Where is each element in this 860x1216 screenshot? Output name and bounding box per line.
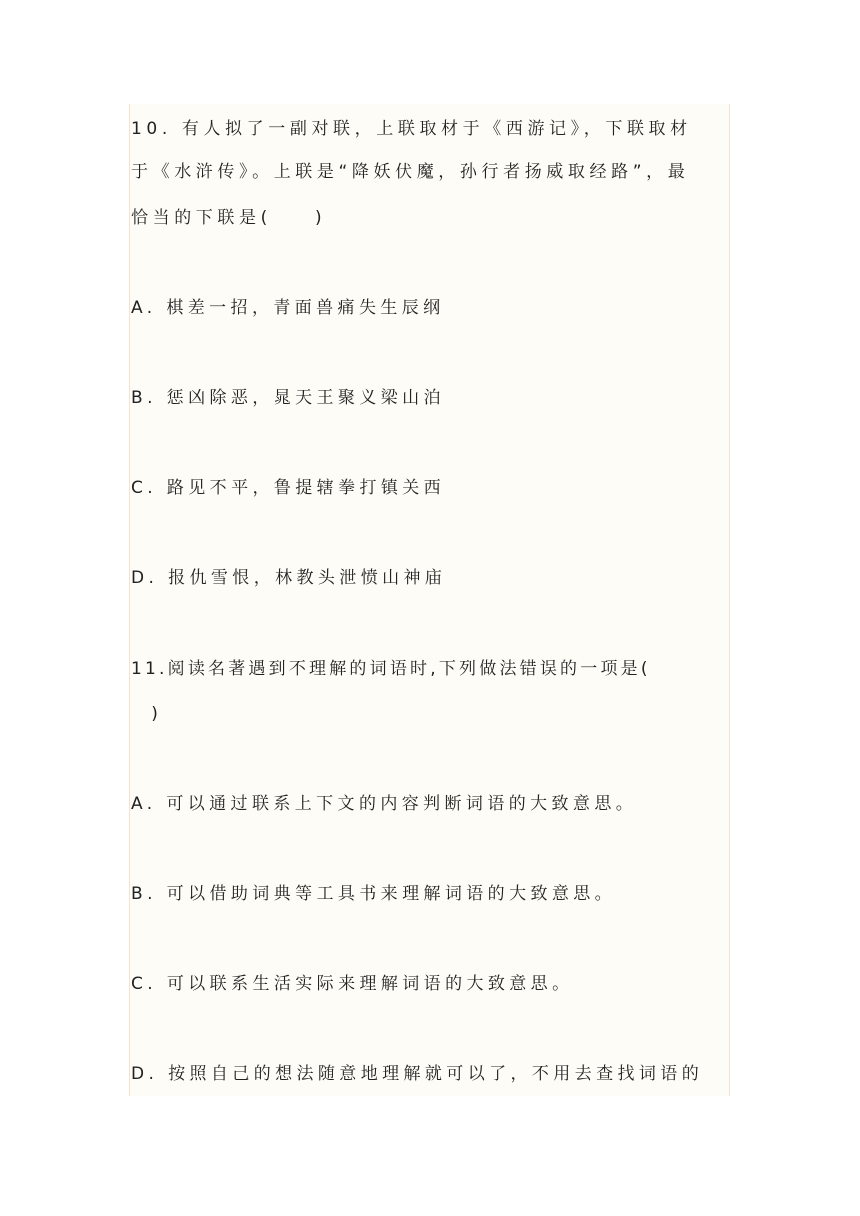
- question-10-stem-line-1: 10. 有人拟了一副对联，上联取材于《西游记》，下联取材: [131, 119, 692, 139]
- question-11-option-d: D. 按照自己的想法随意地理解就可以了，不用去查找词语的: [131, 1064, 704, 1084]
- question-11-stem-line-2: ): [131, 704, 162, 724]
- question-11-option-b: B. 可以借助词典等工具书来理解词语的大致意思。: [131, 884, 617, 904]
- question-10-option-d: D. 报仇雪恨，林教头泄愤山神庙: [131, 568, 447, 588]
- question-10-option-b: B. 惩凶除恶，晁天王聚义梁山泊: [131, 388, 445, 408]
- question-10-option-a: A. 棋差一招，青面兽痛失生辰纲: [131, 298, 445, 318]
- question-11-option-a: A. 可以通过联系上下文的内容判断词语的大致意思。: [131, 794, 638, 814]
- question-11-option-c: C. 可以联系生活实际来理解词语的大致意思。: [131, 974, 574, 994]
- question-10-stem-line-2: 于《水浒传》。上联是“降妖伏魔，孙行者扬威取经路”，最: [131, 162, 690, 182]
- question-11-stem-line-1: 11.阅读名著遇到不理解的词语时,下列做法错误的一项是(: [131, 659, 651, 679]
- document-page: [129, 104, 730, 1096]
- question-10-option-c: C. 路见不平，鲁提辖拳打镇关西: [131, 478, 446, 498]
- question-10-stem-line-3: 恰当的下联是( ): [131, 208, 327, 228]
